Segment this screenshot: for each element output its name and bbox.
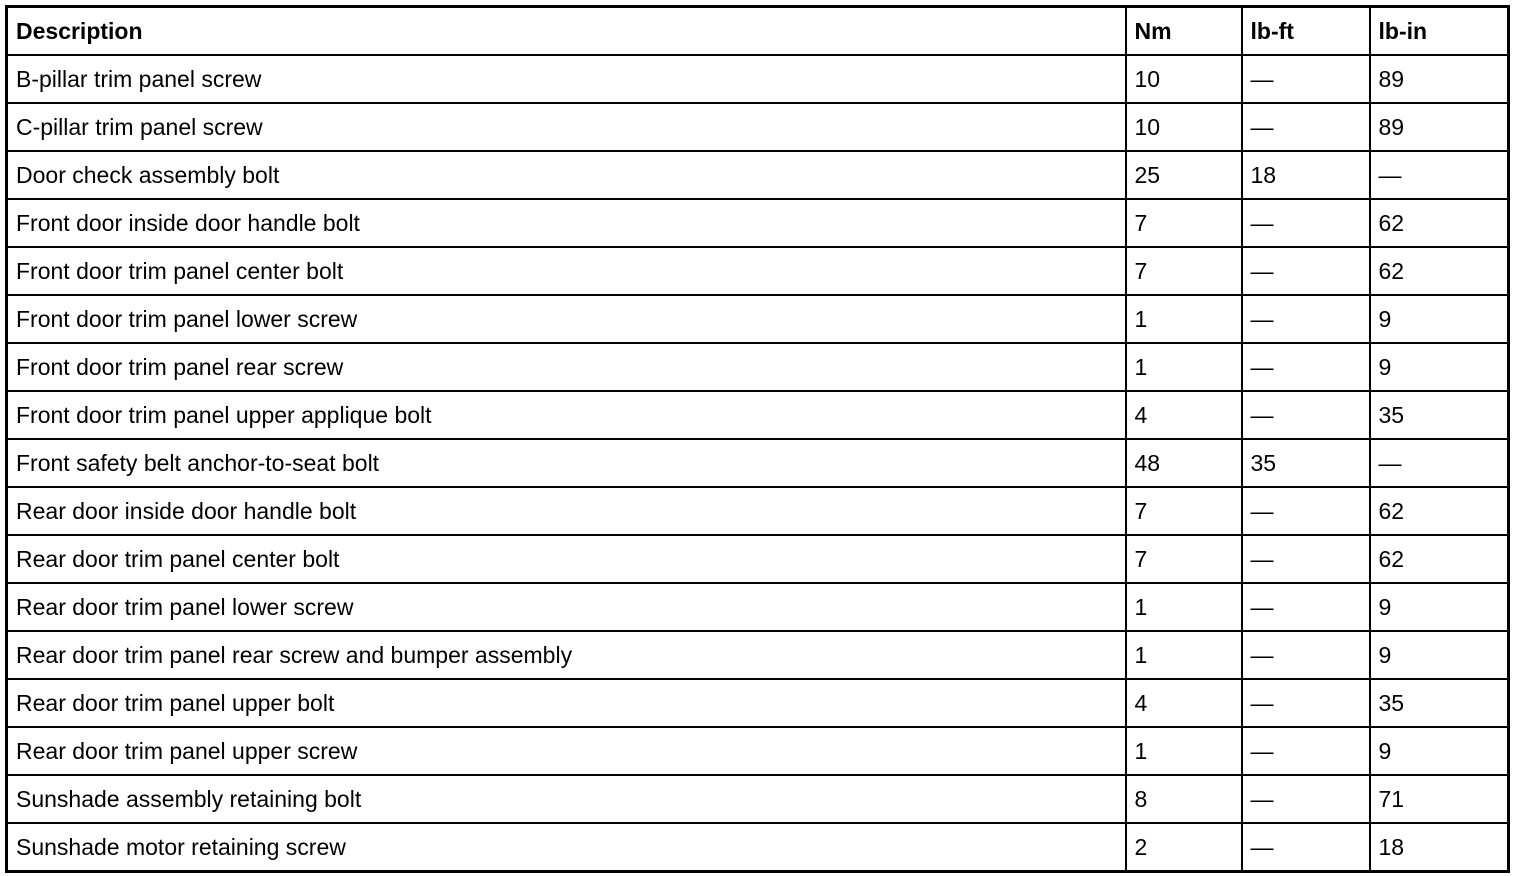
cell-nm: 1 xyxy=(1126,727,1242,775)
cell-lb-ft: — xyxy=(1242,727,1370,775)
cell-lb-in: 9 xyxy=(1370,295,1509,343)
header-row xyxy=(7,7,1509,56)
cell-lb-in: — xyxy=(1370,439,1509,487)
cell-nm: 7 xyxy=(1126,487,1242,535)
cell-description: Rear door trim panel lower screw xyxy=(7,583,1126,631)
header-description: Description xyxy=(7,7,1126,56)
header-lb-in: lb-in xyxy=(1370,7,1509,56)
cell-nm: 1 xyxy=(1126,631,1242,679)
cell-description: B-pillar trim panel screw xyxy=(7,55,1126,103)
table-row xyxy=(7,295,1509,343)
table-row xyxy=(7,439,1509,487)
cell-lb-in: 9 xyxy=(1370,583,1509,631)
table-row xyxy=(7,103,1509,151)
cell-description: Sunshade motor retaining screw xyxy=(7,823,1126,872)
cell-lb-ft: — xyxy=(1242,775,1370,823)
cell-nm: 8 xyxy=(1126,775,1242,823)
cell-lb-ft: — xyxy=(1242,295,1370,343)
cell-lb-in: 9 xyxy=(1370,727,1509,775)
cell-nm: 2 xyxy=(1126,823,1242,872)
cell-lb-in: 62 xyxy=(1370,199,1509,247)
cell-lb-in: 9 xyxy=(1370,631,1509,679)
cell-nm: 1 xyxy=(1126,583,1242,631)
cell-lb-in: 9 xyxy=(1370,343,1509,391)
cell-lb-ft: 18 xyxy=(1242,151,1370,199)
cell-nm: 1 xyxy=(1126,343,1242,391)
cell-nm: 7 xyxy=(1126,247,1242,295)
cell-nm: 10 xyxy=(1126,103,1242,151)
cell-lb-in: 89 xyxy=(1370,103,1509,151)
header-nm: Nm xyxy=(1126,7,1242,56)
table-row xyxy=(7,679,1509,727)
cell-lb-in: 62 xyxy=(1370,535,1509,583)
cell-lb-ft: — xyxy=(1242,583,1370,631)
cell-lb-in: 62 xyxy=(1370,487,1509,535)
header-lb-ft: lb-ft xyxy=(1242,7,1370,56)
table-row xyxy=(7,343,1509,391)
cell-description: Door check assembly bolt xyxy=(7,151,1126,199)
table-row xyxy=(7,55,1509,103)
cell-lb-ft: — xyxy=(1242,631,1370,679)
cell-lb-ft: — xyxy=(1242,679,1370,727)
cell-description: Front door trim panel rear screw xyxy=(7,343,1126,391)
cell-description: Rear door trim panel rear screw and bumper assembly xyxy=(7,631,1126,679)
table-row xyxy=(7,535,1509,583)
table-row xyxy=(7,151,1509,199)
cell-lb-in: — xyxy=(1370,151,1509,199)
cell-nm: 25 xyxy=(1126,151,1242,199)
cell-description: C-pillar trim panel screw xyxy=(7,103,1126,151)
cell-nm: 4 xyxy=(1126,391,1242,439)
cell-description: Rear door trim panel upper bolt xyxy=(7,679,1126,727)
table-row xyxy=(7,391,1509,439)
cell-lb-ft: — xyxy=(1242,535,1370,583)
cell-description: Rear door trim panel upper screw xyxy=(7,727,1126,775)
table-row xyxy=(7,823,1509,872)
cell-nm: 48 xyxy=(1126,439,1242,487)
cell-description: Front door trim panel center bolt xyxy=(7,247,1126,295)
cell-lb-ft: — xyxy=(1242,103,1370,151)
cell-lb-ft: — xyxy=(1242,199,1370,247)
cell-lb-in: 89 xyxy=(1370,55,1509,103)
cell-description: Front door trim panel lower screw xyxy=(7,295,1126,343)
cell-nm: 4 xyxy=(1126,679,1242,727)
table-row xyxy=(7,583,1509,631)
cell-nm: 7 xyxy=(1126,199,1242,247)
table-row xyxy=(7,631,1509,679)
table-row xyxy=(7,487,1509,535)
cell-description: Sunshade assembly retaining bolt xyxy=(7,775,1126,823)
cell-lb-ft: — xyxy=(1242,487,1370,535)
cell-lb-in: 71 xyxy=(1370,775,1509,823)
cell-lb-ft: 35 xyxy=(1242,439,1370,487)
cell-lb-ft: — xyxy=(1242,391,1370,439)
cell-lb-in: 35 xyxy=(1370,679,1509,727)
cell-nm: 10 xyxy=(1126,55,1242,103)
table-row xyxy=(7,247,1509,295)
cell-lb-ft: — xyxy=(1242,343,1370,391)
torque-spec-table xyxy=(5,5,1510,873)
cell-description: Rear door inside door handle bolt xyxy=(7,487,1126,535)
cell-lb-ft: — xyxy=(1242,823,1370,872)
cell-lb-in: 62 xyxy=(1370,247,1509,295)
table-row xyxy=(7,199,1509,247)
cell-description: Rear door trim panel center bolt xyxy=(7,535,1126,583)
cell-description: Front door inside door handle bolt xyxy=(7,199,1126,247)
table-row xyxy=(7,775,1509,823)
table-row xyxy=(7,727,1509,775)
cell-nm: 7 xyxy=(1126,535,1242,583)
cell-lb-ft: — xyxy=(1242,247,1370,295)
cell-lb-in: 35 xyxy=(1370,391,1509,439)
cell-nm: 1 xyxy=(1126,295,1242,343)
cell-description: Front door trim panel upper applique bolt xyxy=(7,391,1126,439)
cell-description: Front safety belt anchor-to-seat bolt xyxy=(7,439,1126,487)
cell-lb-in: 18 xyxy=(1370,823,1509,872)
cell-lb-ft: — xyxy=(1242,55,1370,103)
